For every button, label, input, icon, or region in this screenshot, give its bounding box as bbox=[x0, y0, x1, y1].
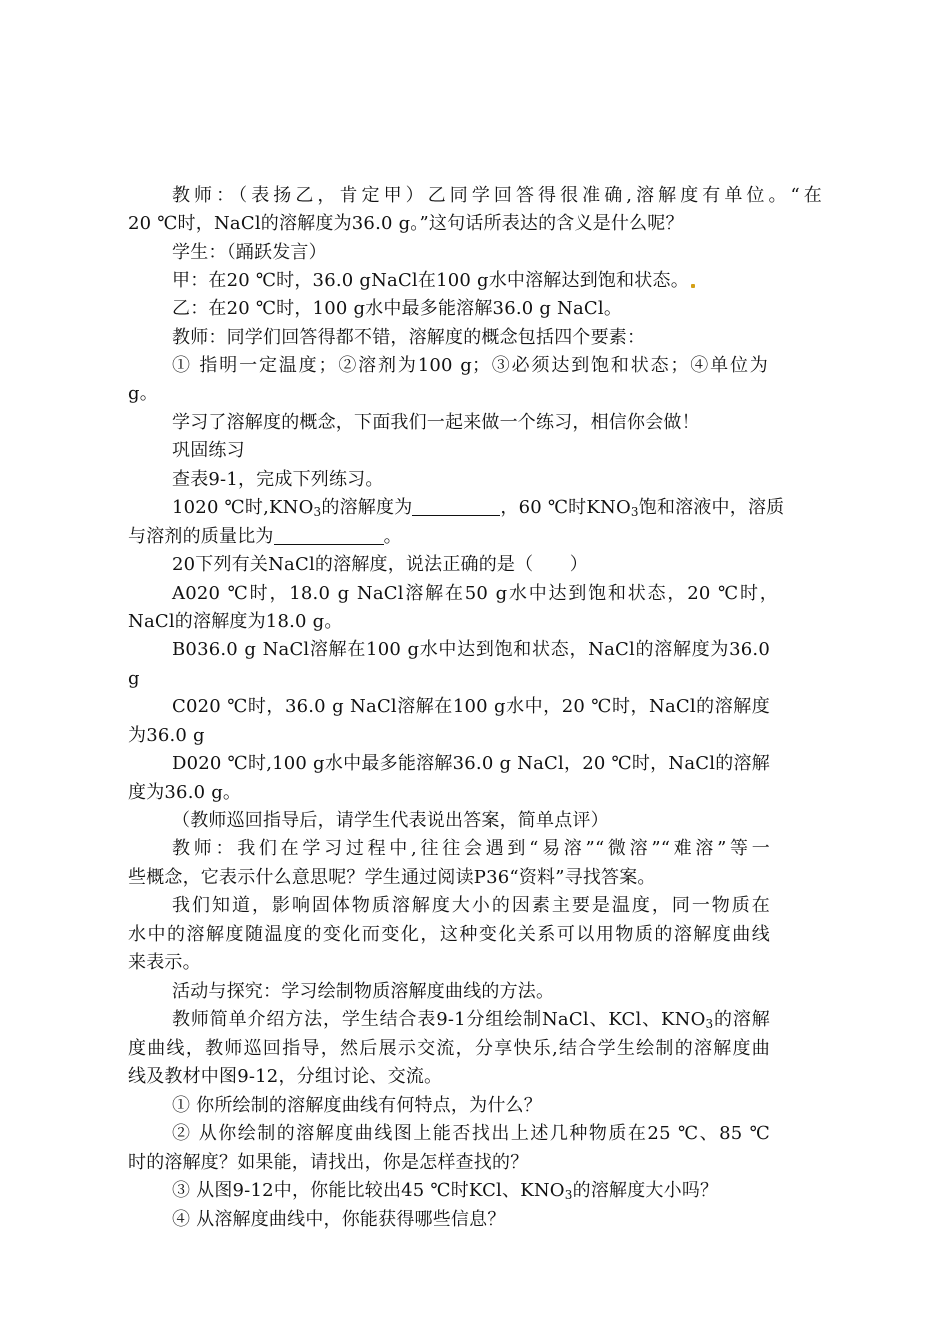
option-c-line1: C020 ℃时，36.0 g NaCl溶解在100 g水中，20 ℃时，NaCl的溶解度 bbox=[172, 696, 770, 717]
discussion-question-3: ③ 从图9-12中，你能比较出45 ℃时KCl、$KNO_3$的溶解度大小吗？ bbox=[172, 1180, 719, 1202]
discussion-question-1: ① 你所绘制的溶解度曲线有何特点，为什么？ bbox=[172, 1095, 542, 1116]
paragraph-temperature-line3: 来表示。 bbox=[128, 952, 201, 973]
paragraph-four-elements-line2: g。 bbox=[128, 383, 158, 404]
paragraph-teacher-comment: （教师巡回指导后，请学生代表说出答案，简单点评） bbox=[172, 810, 609, 831]
paragraph-lookup-table: 查表9-1，完成下列练习。 bbox=[172, 469, 384, 490]
paragraph-student-a: 甲：在20 ℃时，36.0 gNaCl在100 g水中溶解达到饱和状态。 bbox=[172, 269, 695, 293]
paragraph-teacher-praise-line2: 20 ℃时，NaCl的溶解度为36.0 g。”这句话所表达的含义是什么呢？ bbox=[128, 213, 684, 234]
discussion-question-2-line1: ② 从你绘制的溶解度曲线图上能否找出上述几种物质在25 ℃、85 ℃ bbox=[172, 1123, 770, 1144]
option-b-line1: B036.0 g NaCl溶解在100 g水中达到饱和状态，NaCl的溶解度为36.0 bbox=[172, 639, 770, 660]
heading-activity-inquiry: 活动与探究：学习绘制物质溶解度曲线的方法。 bbox=[172, 981, 555, 1002]
option-d-line1: D020 ℃时,100 g水中最多能溶解36.0 g NaCl，20 ℃时，NaCl的溶解 bbox=[172, 753, 770, 774]
stray-mark bbox=[691, 284, 695, 288]
discussion-question-2-line2: 时的溶解度？如果能，请找出，你是怎样查找的？ bbox=[128, 1152, 529, 1173]
paragraph-temperature-line2: 水中的溶解度随温度的变化而变化，这种变化关系可以用物质的溶解度曲线 bbox=[128, 924, 770, 945]
option-a-line1: A020 ℃时，18.0 g NaCl溶解在50 g水中达到饱和状态，20 ℃时， bbox=[172, 583, 778, 604]
paragraph-solubility-terms-line1: 教师：我们在学习过程中,往往会遇到“易溶”“微溶”“难溶”等一 bbox=[172, 838, 770, 859]
heading-consolidation-practice: 巩固练习 bbox=[172, 440, 245, 461]
question-1-line1: 1020 ℃时$,KNO_3$的溶解度为 ，60 ℃时$KNO_3$饱和溶液中，溶质 bbox=[172, 497, 785, 519]
paragraph-method-line2: 度曲线，教师巡回指导，然后展示交流，分享快乐,结合学生绘制的溶解度曲 bbox=[128, 1038, 770, 1059]
paragraph-temperature-line1: 我们知道，影响固体物质溶解度大小的因素主要是温度，同一物质在 bbox=[172, 895, 770, 916]
question-2: 20下列有关NaCl的溶解度，说法正确的是（ ） bbox=[172, 554, 588, 575]
paragraph-four-elements-line1: ① 指明一定温度；②溶剂为100 g；③必须达到饱和状态；④单位为 bbox=[172, 355, 768, 376]
paragraph-method-line3: 线及教材中图9-12，分组讨论、交流。 bbox=[128, 1066, 443, 1087]
paragraph-teacher-concept: 教师：同学们回答得都不错，溶解度的概念包括四个要素： bbox=[172, 327, 646, 348]
option-d-line2: 度为36.0 g。 bbox=[128, 782, 242, 803]
paragraph-solubility-terms-line2: 些概念，它表示什么意思呢？学生通过阅读P36“资料”寻找答案。 bbox=[128, 867, 656, 888]
option-a-line2: NaCl的溶解度为18.0 g。 bbox=[128, 611, 343, 632]
discussion-question-4: ④ 从溶解度曲线中，你能获得哪些信息？ bbox=[172, 1209, 506, 1230]
paragraph-method-line1: 教师简单介绍方法，学生结合表9-1分组绘制NaCl、KCl、$KNO_3$的溶解 bbox=[172, 1009, 770, 1031]
question-1-line2: 与溶剂的质量比为 。 bbox=[128, 526, 402, 547]
answer-blank-2[interactable] bbox=[274, 526, 384, 545]
answer-blank-1[interactable] bbox=[412, 497, 500, 516]
option-b-line2: g bbox=[128, 668, 140, 689]
option-c-line2: 为36.0 g bbox=[128, 725, 205, 746]
paragraph-teacher-praise-line1: 教师：（表扬乙，肯定甲）乙同学回答得很准确,溶解度有单位。“在 bbox=[172, 185, 822, 206]
paragraph-student-speaking: 学生：（踊跃发言） bbox=[172, 242, 327, 263]
paragraph-practice-intro: 学习了溶解度的概念，下面我们一起来做一个练习，相信你会做！ bbox=[172, 412, 700, 433]
paragraph-student-b: 乙：在20 ℃时，100 g水中最多能溶解36.0 g NaCl。 bbox=[172, 298, 623, 319]
